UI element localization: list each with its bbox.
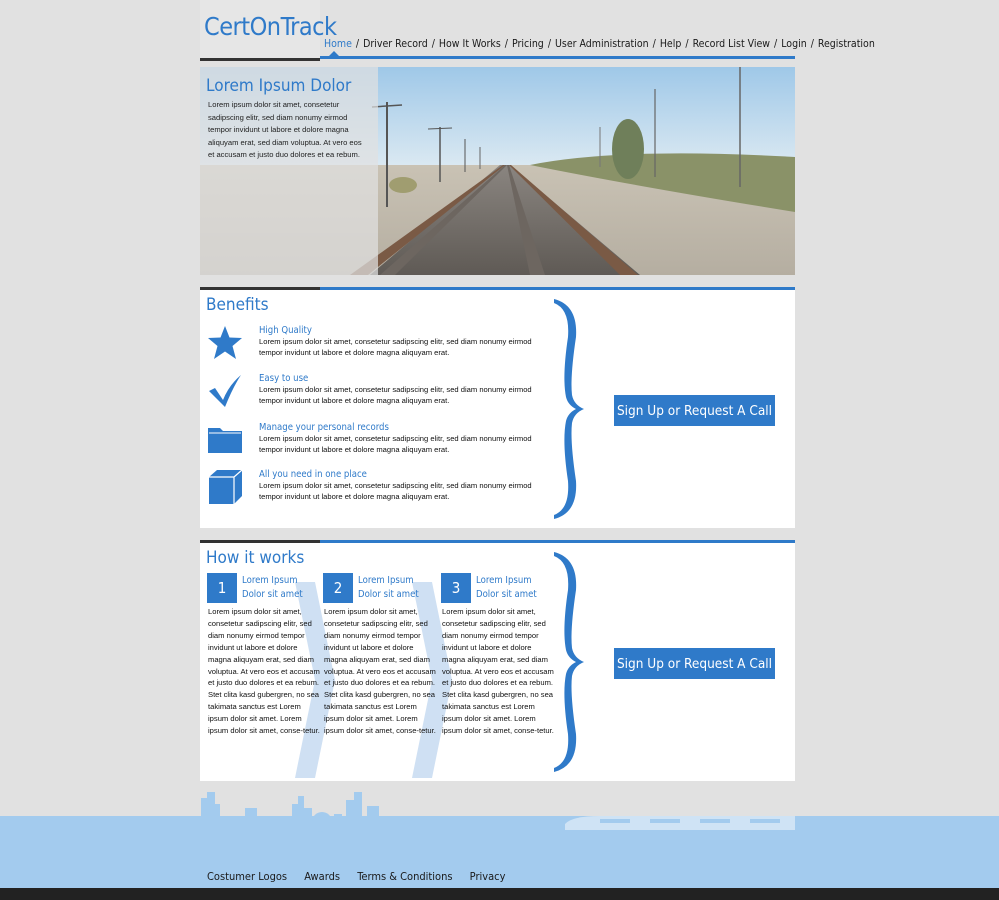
nav-separator: / bbox=[547, 38, 551, 50]
step-text: Lorem ipsum dolor sit amet, consetetur sadipscing elitr, sed diam nonumy eirmod tempor invidunt ut labore et dolore magna aliquyam erat, sed diam voluptua. At vero eos et accusam et justo duo dolores et ea rebum. Stet clita kasd gubergren, no sea takimata sanctus est Lorem ipsum dolor sit amet. Lorem ipsum dolor sit amet, conse-tetur. bbox=[208, 607, 320, 736]
nav-item-registration[interactable]: Registration bbox=[817, 38, 875, 50]
step-text: Lorem ipsum dolor sit amet, consetetur sadipscing elitr, sed diam nonumy eirmod tempor invidunt ut labore et dolore magna aliquyam erat, sed diam voluptua. At vero eos et accusam et justo duo dolores et ea rebum. Stet clita kasd gubergren, no sea takimata sanctus est Lorem ipsum dolor sit amet. Lorem ipsum dolor sit amet, conse-tetur. bbox=[442, 607, 554, 736]
step-number-badge: 3 bbox=[441, 573, 471, 603]
step-title: Lorem Ipsum Dolor sit amet bbox=[242, 575, 303, 600]
box-icon bbox=[207, 469, 243, 505]
nav-item-how-it-works[interactable]: How It Works bbox=[438, 38, 501, 50]
site-logo[interactable]: CertOnTrack bbox=[204, 12, 337, 41]
benefit-title: High Quality bbox=[259, 325, 312, 336]
nav-separator: / bbox=[355, 38, 360, 50]
benefits-title: Benefits bbox=[206, 295, 269, 315]
nav-item-pricing[interactable]: Pricing bbox=[511, 38, 544, 50]
signup-request-call-button[interactable]: Sign Up or Request A Call bbox=[614, 648, 775, 679]
folder-icon bbox=[207, 422, 243, 458]
nav-separator: / bbox=[774, 38, 778, 50]
how-it-works-title: How it works bbox=[206, 548, 305, 568]
hero-text-overlay bbox=[200, 67, 378, 275]
nav-item-user-administration[interactable]: User Administration bbox=[555, 38, 649, 50]
nav-item-help[interactable]: Help bbox=[659, 38, 682, 50]
nav-item-home[interactable]: Home bbox=[324, 38, 352, 50]
nav-separator: / bbox=[652, 38, 656, 50]
benefit-title: Easy to use bbox=[259, 373, 309, 384]
nav-item-record-list-view[interactable]: Record List View bbox=[692, 38, 771, 50]
footer-link-privacy[interactable]: Privacy bbox=[469, 870, 506, 883]
nav-underline bbox=[320, 56, 795, 59]
curly-brace-divider bbox=[550, 550, 586, 774]
nav-item-login[interactable]: Login bbox=[781, 38, 807, 50]
checkmark-icon bbox=[207, 373, 243, 409]
benefits-section bbox=[200, 287, 795, 528]
nav-separator: / bbox=[685, 38, 689, 50]
benefit-title: Manage your personal records bbox=[259, 422, 389, 433]
hero-banner bbox=[200, 67, 795, 275]
nav-item-driver-record[interactable]: Driver Record bbox=[363, 38, 428, 50]
benefit-text: Lorem ipsum dolor sit amet, consetetur sadipscing elitr, sed diam nonumy eirmod tempor invidunt ut labore et dolore magna aliquyam erat. bbox=[259, 385, 532, 405]
step-number-badge: 2 bbox=[323, 573, 353, 603]
footer-link-terms[interactable]: Terms & Conditions bbox=[357, 870, 453, 883]
section-bar-dark bbox=[200, 540, 320, 543]
hero-title: Lorem Ipsum Dolor bbox=[206, 76, 352, 96]
footer-bottom-bar bbox=[0, 888, 999, 900]
nav-separator: / bbox=[431, 38, 435, 50]
section-bar-blue bbox=[320, 287, 795, 290]
step-number-badge: 1 bbox=[207, 573, 237, 603]
section-bar-dark bbox=[200, 287, 320, 290]
nav-separator: / bbox=[504, 38, 508, 50]
benefit-text: Lorem ipsum dolor sit amet, consetetur sadipscing elitr, sed diam nonumy eirmod tempor invidunt ut labore et dolore magna aliquyam erat. bbox=[259, 481, 532, 501]
step-title: Lorem Ipsum Dolor sit amet bbox=[358, 575, 419, 600]
benefit-text: Lorem ipsum dolor sit amet, consetetur sadipscing elitr, sed diam nonumy eirmod tempor invidunt ut labore et dolore magna aliquyam erat. bbox=[259, 337, 532, 357]
nav-separator: / bbox=[810, 38, 814, 50]
curly-brace-divider bbox=[550, 297, 586, 521]
star-icon bbox=[207, 325, 243, 361]
signup-request-call-button[interactable]: Sign Up or Request A Call bbox=[614, 395, 775, 426]
footer-link-customer-logos[interactable]: Costumer Logos bbox=[207, 870, 288, 883]
active-nav-marker bbox=[329, 51, 339, 56]
main-nav bbox=[324, 38, 875, 50]
footer-nav bbox=[207, 870, 519, 883]
step-title: Lorem Ipsum Dolor sit amet bbox=[476, 575, 537, 600]
logo-area bbox=[200, 0, 337, 61]
step-text: Lorem ipsum dolor sit amet, consetetur sadipscing elitr, sed diam nonumy eirmod tempor invidunt ut labore et dolore magna aliquyam erat, sed diam voluptua. At vero eos et accusam et justo duo dolores et ea rebum. Stet clita kasd gubergren, no sea takimata sanctus est Lorem ipsum dolor sit amet. Lorem ipsum dolor sit amet, conse-tetur. bbox=[324, 607, 436, 736]
how-it-works-section bbox=[200, 540, 795, 781]
benefit-title: All you need in one place bbox=[259, 469, 367, 480]
section-bar-blue bbox=[320, 540, 795, 543]
hero-text: Lorem ipsum dolor sit amet, consetetur sadipscing elitr, sed diam nonumy eirmod tempor invidunt ut labore et dolore magna aliquyam erat, sed diam voluptua. At vero eos et accusam et justo duo dolores et ea rebum. bbox=[208, 100, 362, 160]
benefit-text: Lorem ipsum dolor sit amet, consetetur sadipscing elitr, sed diam nonumy eirmod tempor invidunt ut labore et dolore magna aliquyam erat. bbox=[259, 434, 532, 454]
footer-link-awards[interactable]: Awards bbox=[304, 870, 341, 883]
